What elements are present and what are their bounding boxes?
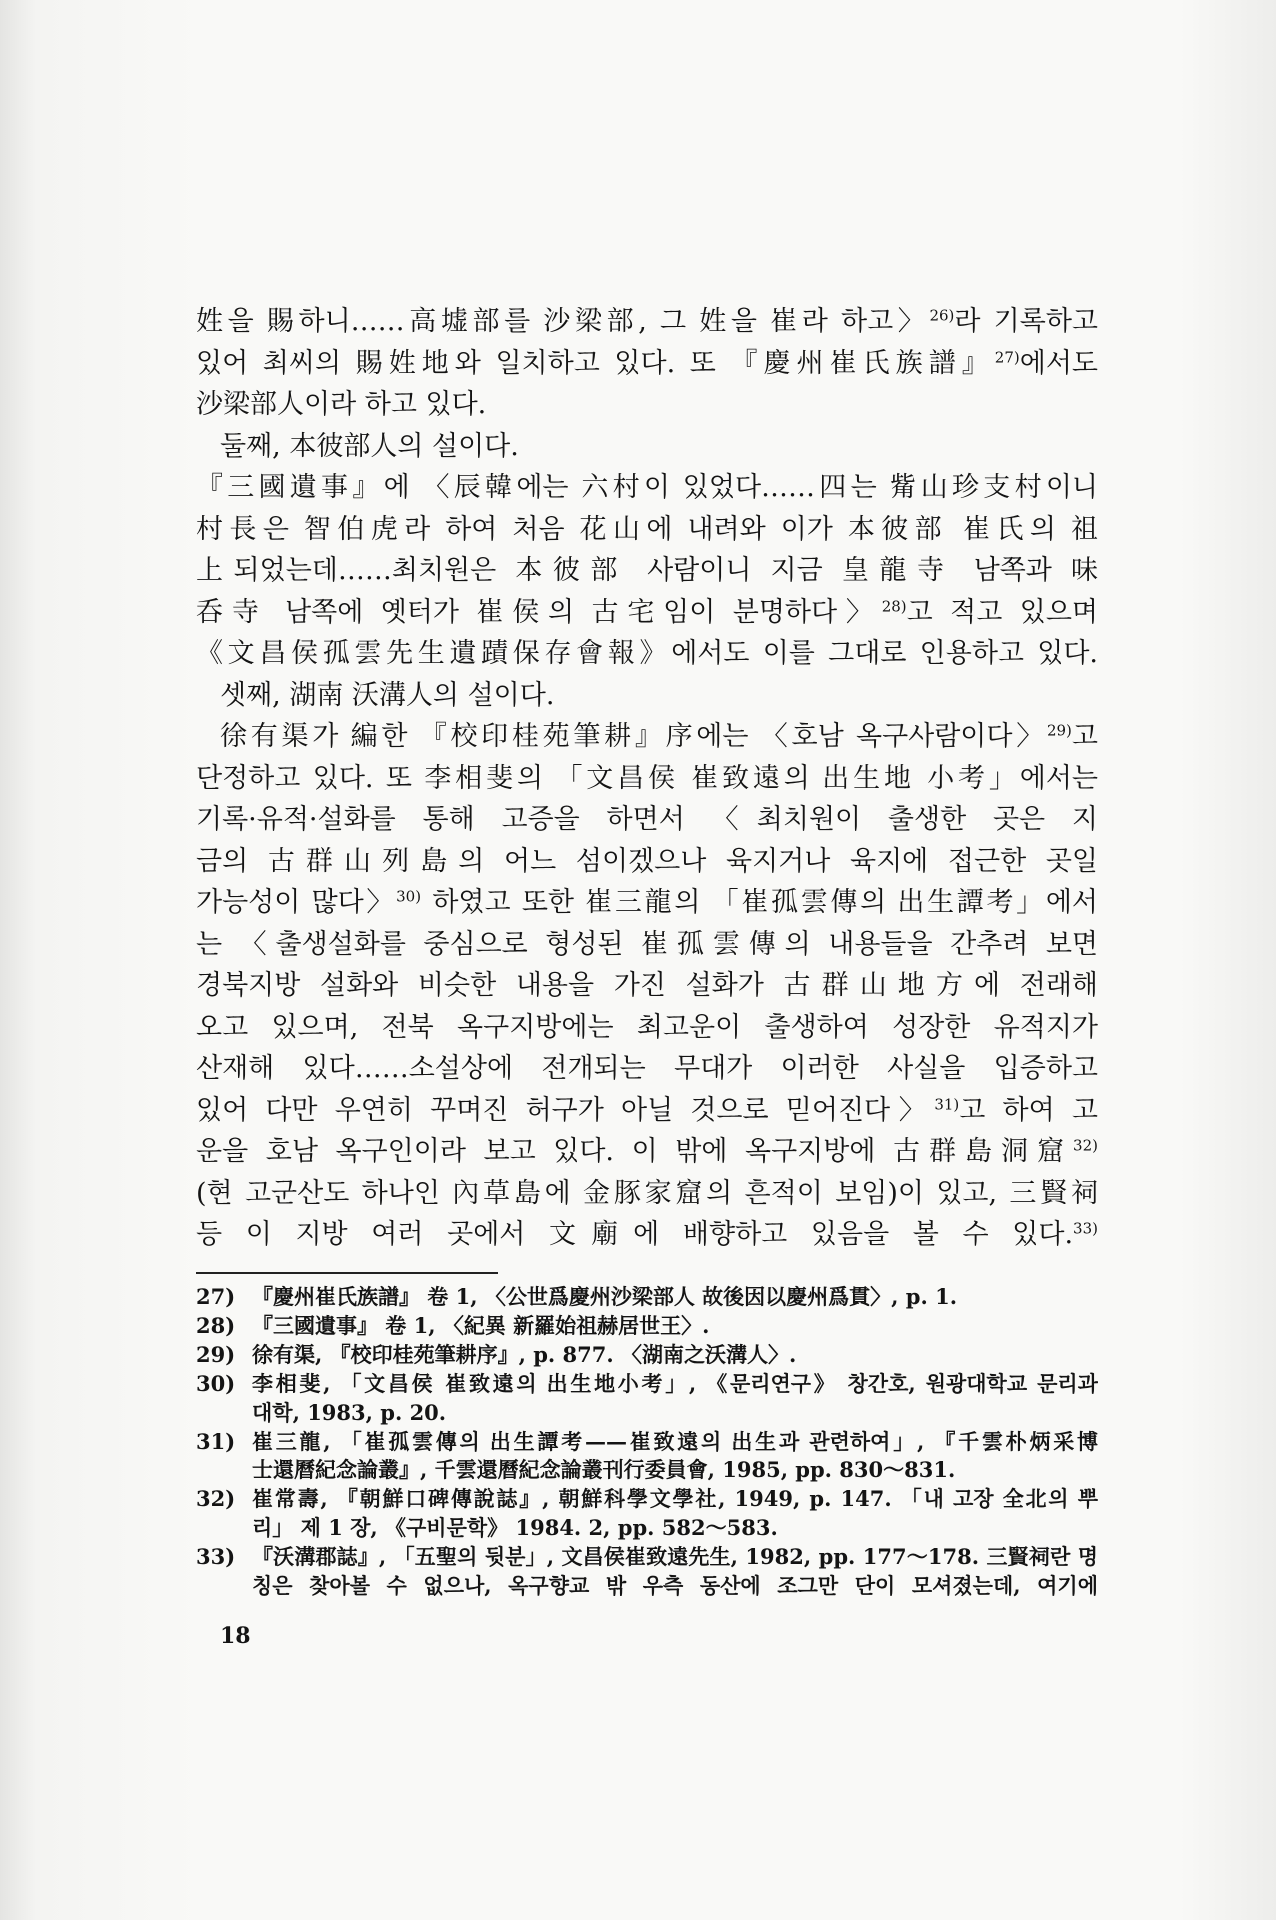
line-text: 고 적고 있으며 [906, 596, 1098, 628]
footnote [196, 1485, 1098, 1543]
footnote-line: 『沃溝郡誌』, 「五聖의 뒷분」, 文昌侯崔致遠先生, 1982, pp. 177～178. 三賢祠란 명 [252, 1544, 1098, 1570]
body-line [196, 799, 1098, 841]
footnote [196, 1283, 1098, 1312]
line-text: 徐有渠가 編한 『校印桂苑筆耕』序에는 〈호남 옥구사람이다〉 [220, 721, 1047, 752]
footnote-line: 崔三龍, 「崔孤雲傳의 出生譚考——崔致遠의 出生과 관련하여」, 『千雲朴炳采博 [252, 1428, 1098, 1454]
line-text: 고 [1071, 721, 1098, 752]
body-line [196, 965, 1098, 1007]
body-line [196, 1090, 1098, 1132]
footnote-body [252, 1428, 1098, 1486]
line-text: 呑寺 남쪽에 옛터가 崔侯의 古宅임이 분명하다〉 [196, 596, 882, 628]
footnote [196, 1341, 1098, 1370]
line-text: 등 이 지방 여러 곳에서 文廟에 배향하고 있음을 볼 수 있다. [196, 1219, 1074, 1250]
footnote-body [252, 1543, 1098, 1601]
body-line [196, 592, 1098, 634]
footnote-number: 32) [196, 1486, 236, 1512]
footnote-number: 33) [196, 1544, 236, 1570]
footnote-number: 31) [196, 1428, 236, 1454]
footnote [196, 1370, 1098, 1428]
line-text: 『三國遺事』에 〈辰韓에는 六村이 있었다……四는 觜山珍支村이니 [196, 472, 1098, 503]
line-text: 있어 최씨의 賜姓地와 일치하고 있다. 또 『慶州崔氏族譜』 [196, 347, 995, 379]
line-text: 가능성이 많다〉 [196, 887, 397, 918]
paragraph [196, 675, 1098, 717]
body-text [196, 301, 1098, 1256]
line-text: 에서도 [1019, 347, 1098, 379]
body-line [196, 633, 1098, 675]
line-text: (현 고군산도 하나인 內草島에 金豚家窟의 흔적이 보임)이 있고, 三賢祠 [196, 1177, 1098, 1209]
body-line [196, 924, 1098, 966]
page-number: 18 [220, 1623, 251, 1649]
paragraph [196, 426, 1098, 468]
body-line [196, 716, 1098, 758]
footnote [196, 1428, 1098, 1486]
paragraph [196, 467, 1098, 675]
line-text: 금의 古群山列島의 어느 섬이겠으나 육지거나 육지에 접근한 곳일 [196, 845, 1098, 877]
footnote-ref: 28) [881, 596, 907, 615]
footnote-ref: 30) [396, 887, 422, 906]
footnote-ref: 33) [1073, 1219, 1098, 1238]
body-line [196, 1131, 1098, 1173]
body-line [196, 758, 1098, 800]
footnote-number: 29) [196, 1341, 236, 1367]
footnote-line: 『慶州崔氏族譜』 卷 1, 〈公世爲慶州沙梁部人 故後因以慶州爲貫〉, p. 1. [252, 1284, 958, 1309]
paragraph [196, 301, 1098, 426]
footnote-ref: 27) [994, 347, 1020, 366]
body-line [196, 384, 1098, 426]
footnote-body [252, 1312, 1098, 1341]
footnote-divider [196, 1272, 498, 1274]
footnote-body [252, 1283, 1098, 1312]
line-text: 둘째, 本彼部人의 설이다. [220, 430, 519, 462]
line-text: 경북지방 설화와 비슷한 내용을 가진 설화가 古群山地方에 전래해 [196, 970, 1098, 1001]
line-text: 단정하고 있다. 또 李相斐의 「文昌侯 崔致遠의 出生地 小考」에서는 [196, 762, 1098, 794]
line-text: 하였고 또한 崔三龍의 「崔孤雲傳의 出生譚考」에서 [421, 887, 1098, 918]
footnote-line: 崔常壽, 『朝鮮口碑傳說誌』, 朝鮮科學文學社, 1949, p. 147. 「내 고장 全北의 뿌 [252, 1486, 1098, 1512]
body-line [196, 467, 1098, 509]
body-line [196, 1048, 1098, 1090]
footnote-ref: 32) [1073, 1136, 1098, 1155]
line-text: 고 하여 고 [959, 1094, 1098, 1126]
footnote-ref: 29) [1046, 721, 1072, 740]
footnote-line: 리」 제 1 장, 《구비문학》 1984. 2, pp. 582～583. [252, 1515, 778, 1541]
line-text: 上되었는데……최치원은 本彼部 사람이니 지금 皇龍寺 남쪽과 味 [196, 555, 1098, 586]
body-line [196, 882, 1098, 924]
footnote-line: 『三國遺事』 卷 1, 〈紀異 新羅始祖赫居世王〉. [252, 1312, 710, 1338]
footnote-body [252, 1485, 1098, 1543]
paragraph [196, 716, 1098, 1256]
body-line [196, 1173, 1098, 1215]
line-text: 있어 다만 우연히 꾸며진 허구가 아닐 것으로 믿어진다〉 [196, 1094, 935, 1126]
footnote [196, 1543, 1098, 1601]
footnote-line: 士還曆紀念論叢』, 千雲還曆紀念論叢刊行委員會, 1985, pp. 830～831. [252, 1457, 956, 1483]
footnote-ref: 26) [929, 306, 955, 325]
body-line [196, 343, 1098, 385]
line-text: 기록·유적·설화를 통해 고증을 하면서 〈최치원이 출생한 곳은 지 [196, 804, 1098, 835]
footnote-line: 칭은 찾아볼 수 없으나, 옥구향교 밖 우측 동산에 조그만 단이 모셔졌는데, 여기에 [252, 1572, 1098, 1598]
line-text: 운을 호남 옥구인이라 보고 있다. 이 밖에 옥구지방에 古群島洞窟 [196, 1136, 1074, 1167]
line-text: 오고 있으며, 전북 옥구지방에는 최고운이 출생하여 성장한 유적지가 [196, 1011, 1098, 1043]
line-text: 村長은 智伯虎라 하여 처음 花山에 내려와 이가 本彼部 崔氏의 祖 [196, 513, 1098, 545]
line-text: 沙梁部人이라 하고 있다. [196, 389, 487, 420]
line-text: 는 〈출생설화를 중심으로 형성된 崔孤雲傳의 내용들을 간추려 보면 [196, 928, 1098, 960]
footnote-line: 대학, 1983, p. 20. [252, 1399, 447, 1425]
body-line [196, 550, 1098, 592]
footnote-number: 30) [196, 1370, 236, 1396]
footnote [196, 1312, 1098, 1341]
body-line [196, 675, 1098, 717]
footnote-line: 李相斐, 「文昌侯 崔致遠의 出生地小考」, 《문리연구》 창간호, 원광대학교 문리과 [252, 1370, 1098, 1396]
footnote-number: 27) [196, 1284, 236, 1309]
line-text: 셋째, 湖南 沃溝人의 설이다. [220, 679, 555, 711]
line-text: 라 기록하고 [954, 306, 1098, 337]
body-line [196, 509, 1098, 551]
line-text: 《文昌侯孤雲先生遺蹟保存會報》에서도 이를 그대로 인용하고 있다. [196, 638, 1098, 669]
footnote-line: 徐有渠, 『校印桂苑筆耕序』, p. 877. 〈湖南之沃溝人〉. [252, 1341, 797, 1367]
body-line [196, 301, 1098, 343]
line-text: 姓을 賜하니……高墟部를 沙梁部, 그 姓을 崔라 하고〉 [196, 306, 930, 337]
footnote-body [252, 1341, 1098, 1370]
body-line [196, 426, 1098, 468]
line-text: 산재해 있다……소설상에 전개되는 무대가 이러한 사실을 입증하고 [196, 1053, 1098, 1084]
footnote-ref: 31) [934, 1094, 960, 1113]
footnote-number: 28) [196, 1312, 236, 1338]
footnote-body [252, 1370, 1098, 1428]
body-line [196, 841, 1098, 883]
footnotes [196, 1283, 1098, 1601]
body-line [196, 1214, 1098, 1256]
body-line [196, 1007, 1098, 1049]
